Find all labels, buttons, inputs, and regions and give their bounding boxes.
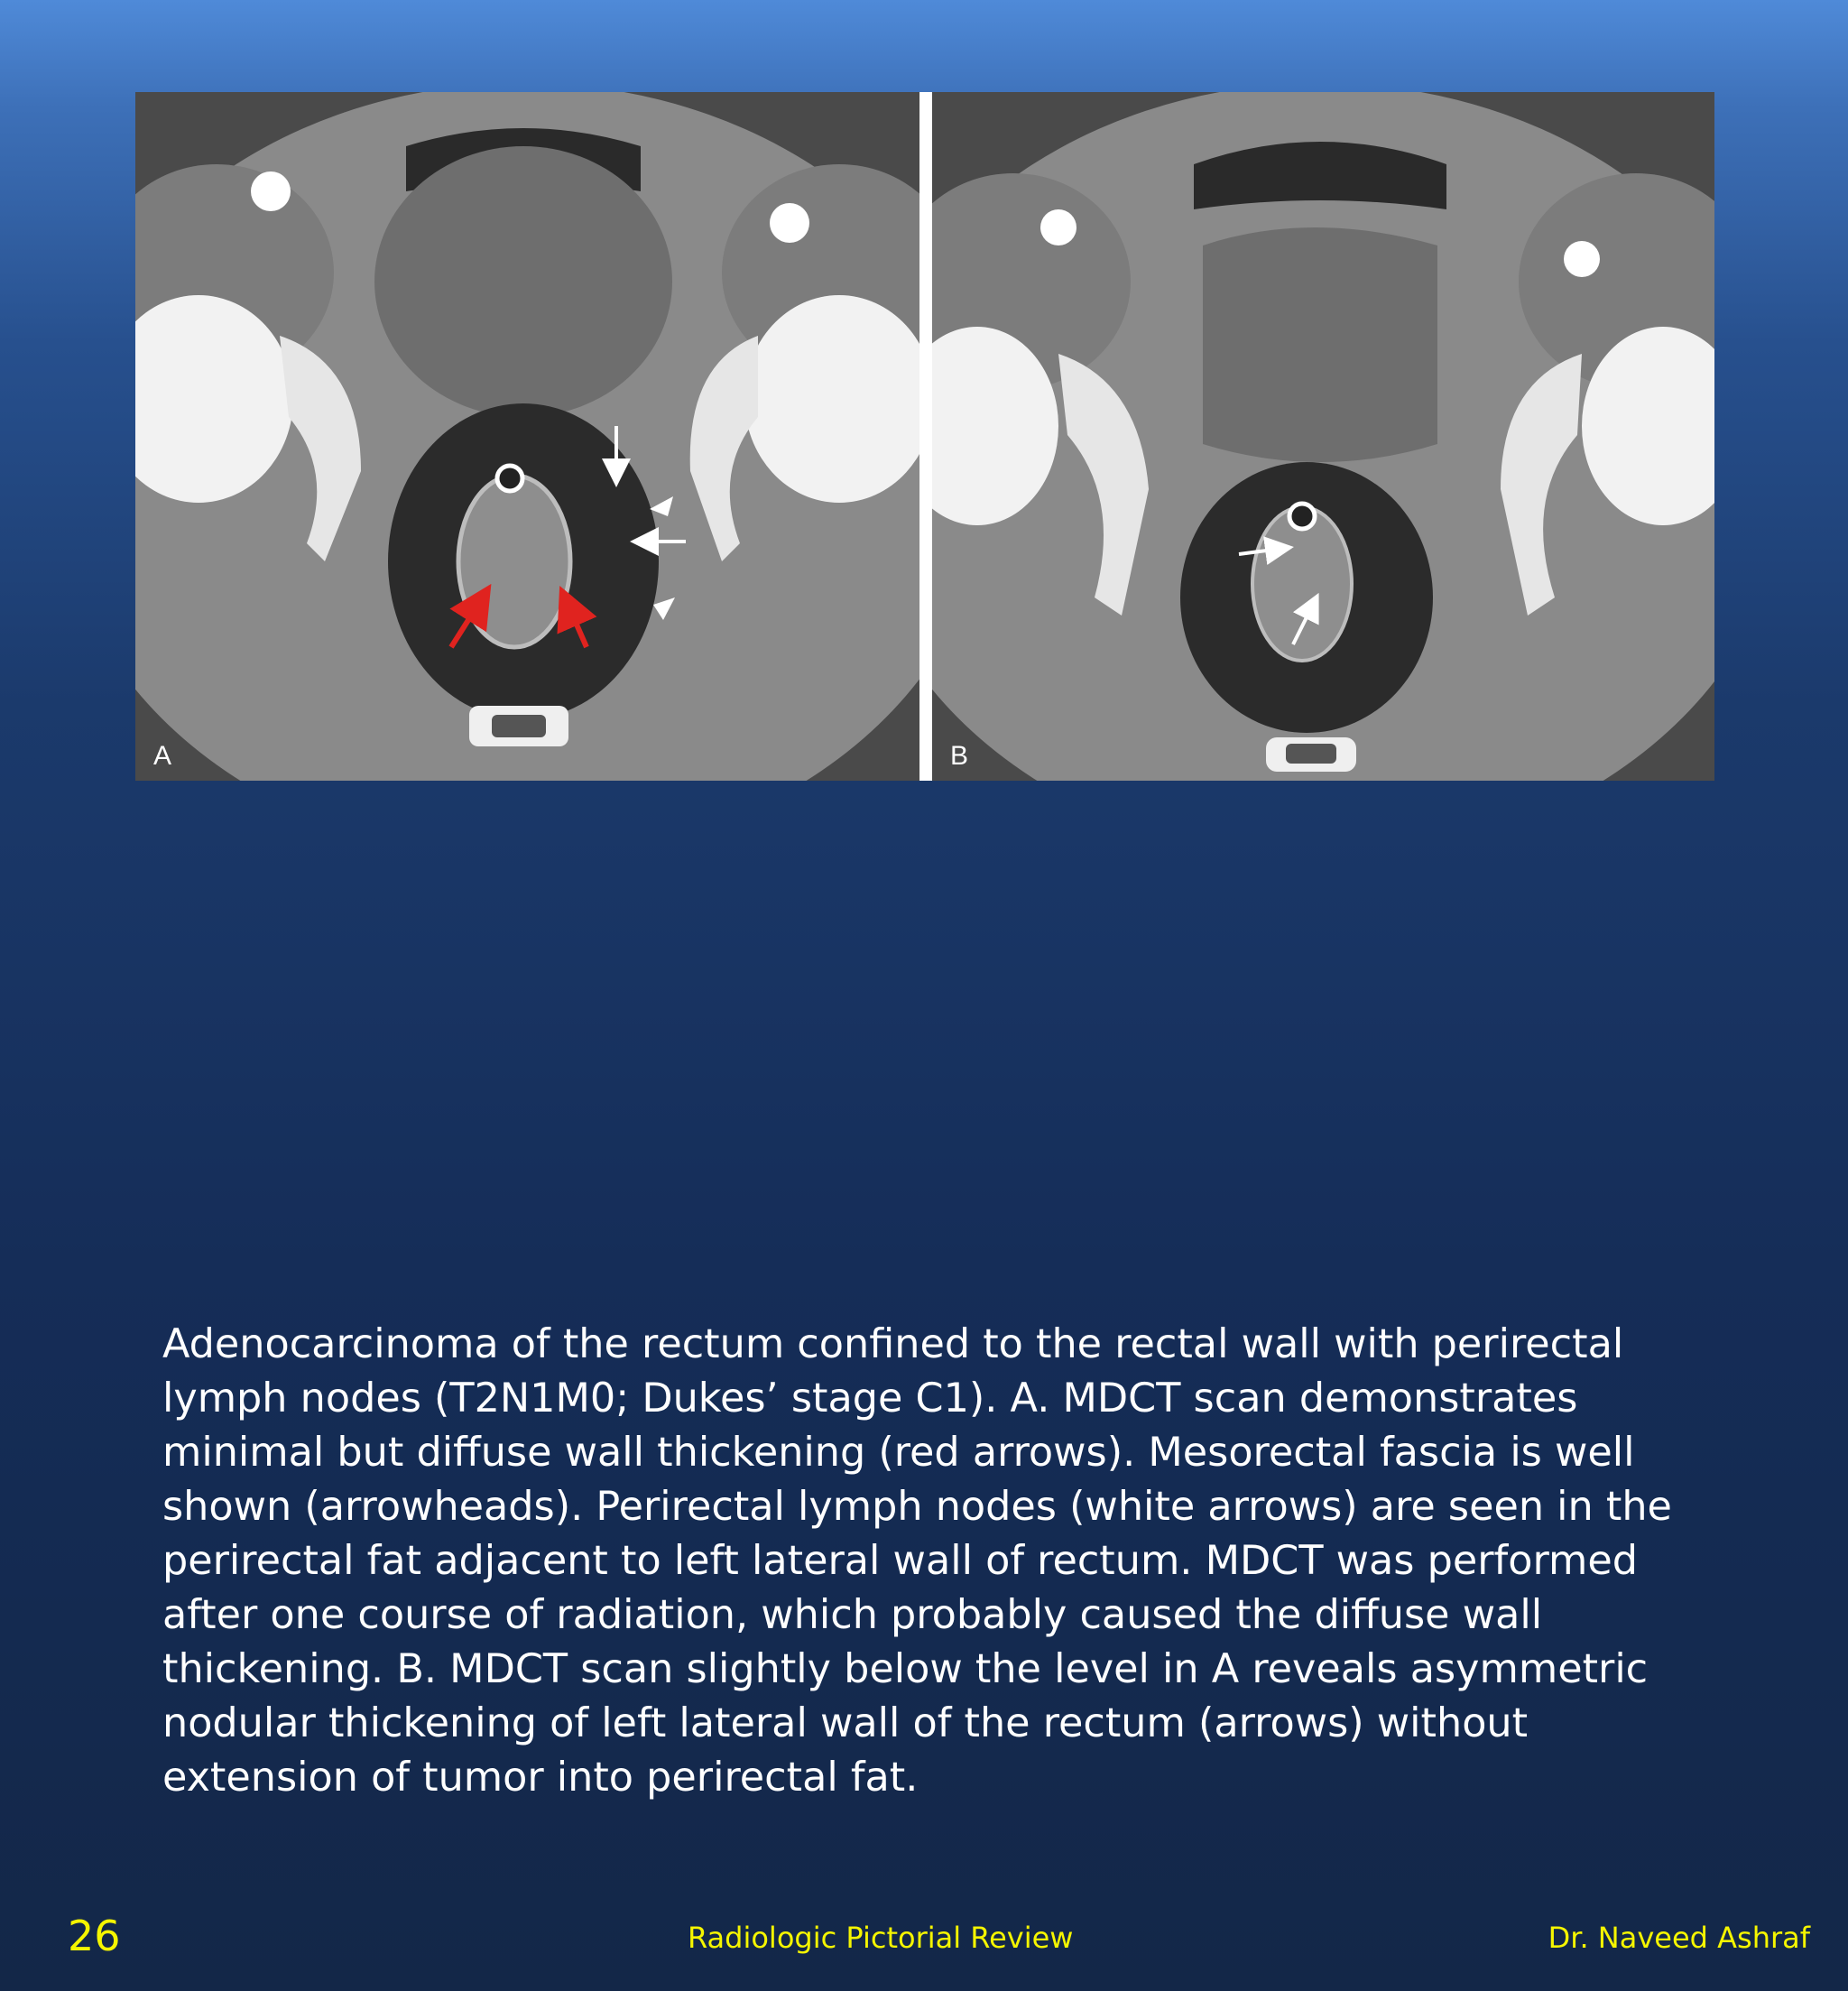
ct-scan-b-image: [932, 92, 1714, 781]
ct-scan-a-image: [135, 92, 919, 781]
panel-b-label: B: [950, 741, 969, 771]
ct-scan-panel-b: [932, 92, 1714, 781]
footer-title: Radiologic Pictorial Review: [688, 1921, 1074, 1955]
ct-scan-panel-a: [135, 92, 919, 781]
figure-caption: Adenocarcinoma of the rectum confined to the rectal wall with perirectal lymph nodes (T2N1M0; Dukes’ stage C1). A. MDCT scan demonstrates minimal but diffuse wall thickening (red arrows). Mesorectal fascia is well shown (arrowheads). Perirectal lymph nodes (white arrows) are seen in the perirectal fat adjacent to left lateral wall of rectum. MDCT was performed after one course of radiation, which probably caused the diffuse wall thickening. B. MDCT scan slightly below the level in A reveals asymmetric nodular thickening of left lateral wall of the rectum (arrows) without extension of tumor into perirectal fat.: [162, 1321, 1672, 1801]
ct-figure: [135, 92, 1714, 781]
footer-author: Dr. Naveed Ashraf: [1548, 1921, 1810, 1955]
page-number: 26: [68, 1912, 121, 1960]
panel-a-label: A: [153, 741, 172, 771]
